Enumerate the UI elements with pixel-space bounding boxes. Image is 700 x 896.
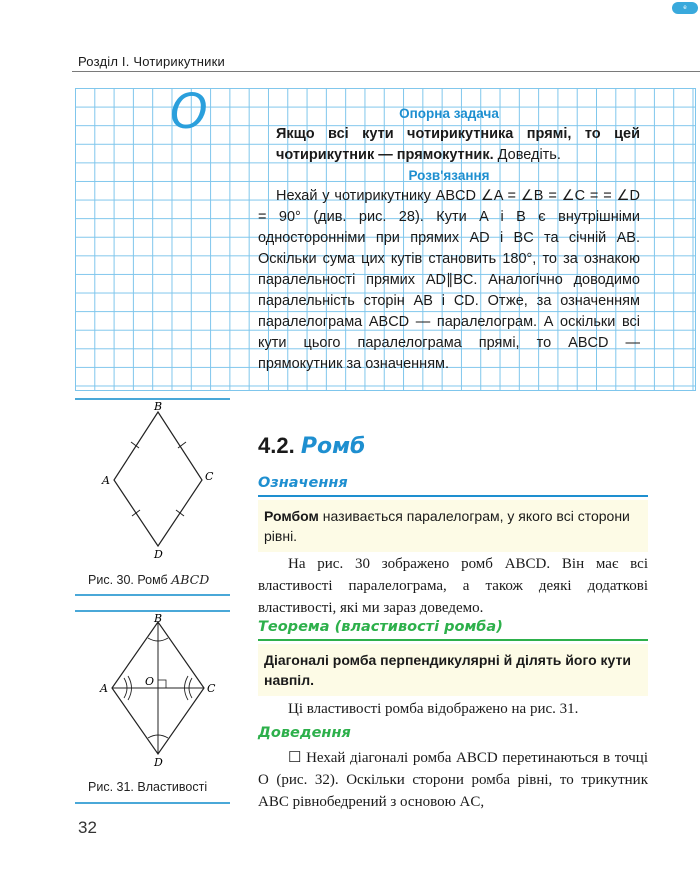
label-d: D (154, 548, 163, 560)
paragraph-intro: На рис. 30 зображено ромб ABCD. Він має всі властивості паралелограма, а також деякі додаткові властивості, які ми зараз доведемо. (258, 556, 648, 616)
definition-box (258, 500, 648, 552)
label-a: A (102, 474, 110, 487)
tick-ad (132, 510, 140, 516)
theorem-box: Діагоналі ромба перпендикулярні й ділять його кути навпіл. (258, 644, 648, 696)
label-c: C (205, 470, 214, 483)
label-a: A (100, 682, 108, 695)
chapter-title: Розділ І. Чотирикутники (78, 54, 225, 69)
header-divider (72, 71, 700, 72)
definition-label: Означення (258, 475, 348, 491)
theorem-label: Теорема (властивості ромба) (258, 619, 503, 635)
figure30-caption-prefix: Рис. 30. Ромб (88, 573, 172, 587)
task-heading: Опорна задача (399, 106, 499, 121)
publisher-logo: e (672, 2, 698, 14)
solution-text: Нехай у чотирикутнику ABCD ∠A = ∠B = ∠C = = ∠D = 90° (див. рис. 28). Кути A і B є внутрішніми односторонніми при прямих AD і BC та січній AB. Оскільки сума цих кутів становить 180°, то за ознакою паралельності прямих AD∥BC. Аналогічно доводимо паралельність сторін AB і CD. Отже, за означенням паралелограма ABCD — паралелограм. А оскільки всі кути цього паралелограма прямі, то ABCD — прямокутник за означенням. (258, 188, 640, 372)
figure30-caption (88, 572, 209, 587)
label-d: D (154, 756, 163, 769)
figure31-rhombus (90, 612, 225, 772)
paragraph-properties: Ці властивості ромба відображено на рис. 31. (288, 701, 579, 717)
task-statement (258, 124, 640, 166)
section-name: Ромб (300, 434, 366, 459)
label-o: O (145, 675, 155, 688)
reference-task (258, 104, 640, 375)
figure31-caption: Рис. 31. Властивості (88, 780, 208, 794)
label-b: B (154, 400, 163, 413)
rhombus-outline (114, 412, 202, 546)
definition-term: Ромбом (264, 508, 319, 524)
figure31-bottom-rule (75, 802, 230, 804)
definition-text: називається паралелограм, у якого всі сторони рівні. (264, 508, 630, 544)
task-statement-rest: Доведіть. (493, 147, 561, 163)
task-marker-o: О (170, 84, 208, 140)
figure30-caption-math: ABCD (171, 572, 210, 587)
solution-heading: Розв'язання (408, 168, 490, 183)
tick-cd (176, 510, 184, 516)
theorem-rule (258, 639, 648, 641)
task-statement-bold: Якщо всі кути чотирикутника прямі, то цей чотирикутник — прямокутник. (276, 126, 640, 163)
label-b: B (154, 612, 163, 625)
section-title (258, 433, 365, 459)
proof-label: Доведення (258, 725, 351, 741)
figure30-bottom-rule (75, 594, 230, 596)
section-number: 4.2. (258, 433, 295, 458)
page-number: 32 (78, 818, 97, 837)
proof-text: ☐ Нехай діагоналі ромба ABCD перетинаються в точці O (рис. 32). Оскільки сторони ромба рівні, то трикутник ABC рівнобедрений з основою AC, (258, 750, 648, 810)
figure30-rhombus (90, 400, 225, 560)
right-angle-mark (158, 680, 166, 688)
definition-rule (258, 495, 648, 497)
label-c: C (207, 682, 216, 695)
